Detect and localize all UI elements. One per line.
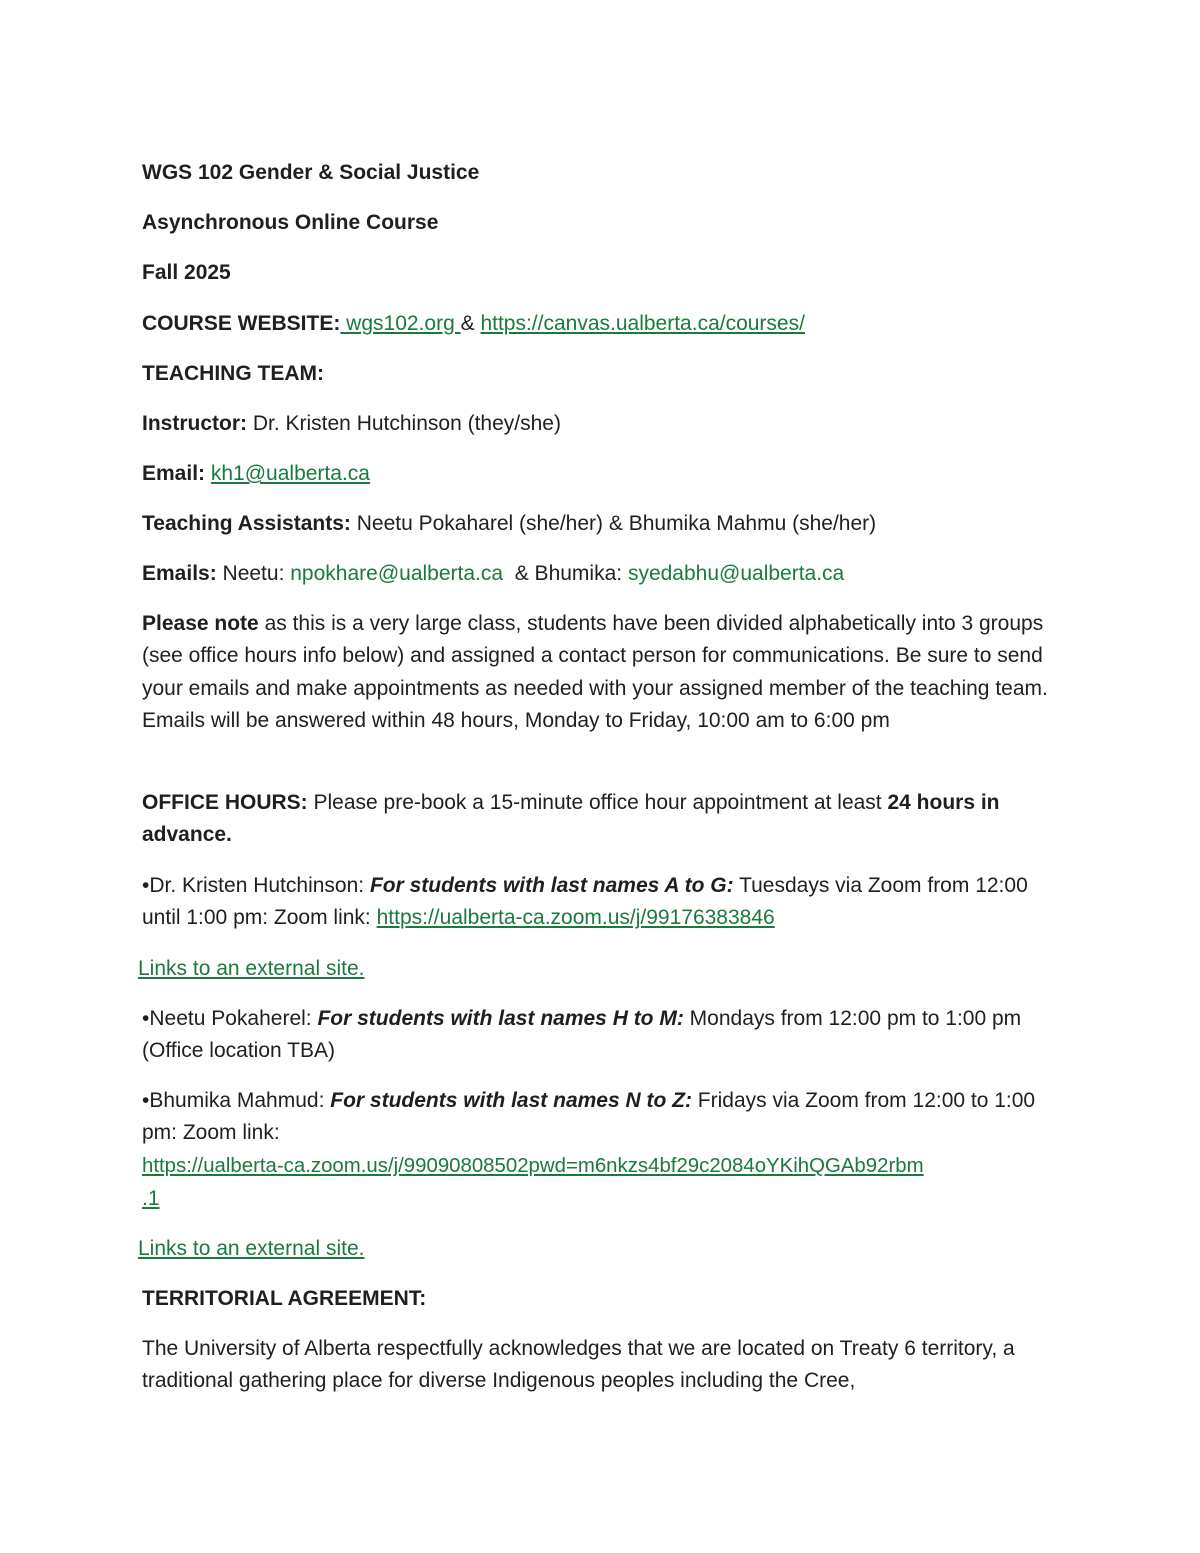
neetu-name: •Neetu Pokaherel: <box>142 1007 318 1030</box>
external-site-link-2[interactable]: Links to an external site. <box>138 1237 365 1260</box>
neetu-schedule: Mondays from 12:00 pm to 1:00 pm (Office location TBA) <box>142 1007 1022 1063</box>
bhumika-group: For students with last names N to Z: <box>330 1089 692 1112</box>
course-format: Asynchronous Online Course <box>142 211 439 234</box>
please-note-text: as this is a very large class, students have been divided alphabetically into 3 groups (see office hours info below) and assigned a contact person for communications. Be sure to send your emails and make appointments as needed with your assigned member of the teaching team. Emails will be answered within 48 hours, Monday to Friday, 10:00 am to 6:00 pm <box>142 612 1048 732</box>
office-hours-label: OFFICE HOURS: <box>142 791 308 814</box>
external-site-link-1[interactable]: Links to an external site. <box>138 957 365 980</box>
bhumika-zoom-link-line-1 <box>142 1150 924 1182</box>
bhumika-zoom-link-line-2 <box>142 1183 160 1215</box>
please-note-label: Please note <box>142 612 259 635</box>
emails-label: Emails: <box>142 562 217 585</box>
bhumika-schedule: Fridays via Zoom from 12:00 to 1:00 pm: Zoom link: <box>142 1089 1036 1145</box>
wgs102-link[interactable]: wgs102.org <box>340 312 461 335</box>
email-label: Email: <box>142 462 206 485</box>
territorial-paragraph: The University of Alberta respectfully acknowledges that we are located on Treaty 6 territory, a traditional gathering place for diverse Indigenous peoples including the Cree, <box>142 1337 1015 1393</box>
email-line <box>142 458 370 490</box>
instructor-email-link[interactable]: kh1@ualberta.ca <box>210 462 370 485</box>
bhumika-office-hours <box>142 1085 1072 1150</box>
kristen-group: For students with last names A to G: <box>369 874 734 897</box>
external-site-line-2 <box>138 1233 364 1265</box>
territorial-heading: TERRITORIAL AGREEMENT: <box>142 1287 427 1310</box>
bhumika-email-link[interactable]: syedabhu@ualberta.ca <box>627 562 845 585</box>
emails-neetu-prefix: Neetu: <box>216 562 291 585</box>
instructor-value: Dr. Kristen Hutchinson (they/she) <box>247 412 561 435</box>
emails-bhumika-prefix: & Bhumika: <box>503 562 628 585</box>
ta-label: Teaching Assistants: <box>142 512 351 535</box>
office-hours-paragraph <box>142 787 1072 852</box>
office-hours-advance: 24 hours in advance. <box>142 791 1000 847</box>
neetu-email-link[interactable]: npokhare@ualberta.ca <box>290 562 504 585</box>
course-website-line <box>142 308 805 340</box>
canvas-link[interactable]: https://canvas.ualberta.ca/courses/ <box>480 312 805 335</box>
please-note-paragraph <box>142 608 1072 737</box>
instructor-label: Instructor: <box>142 412 247 435</box>
kristen-name: •Dr. Kristen Hutchinson: <box>142 874 370 897</box>
kristen-office-hours <box>142 870 1072 935</box>
bhumika-zoom-link-end[interactable]: .1 <box>142 1187 160 1210</box>
bhumika-zoom-link[interactable]: https://ualberta-ca.zoom.us/j/99090808502pwd=m6nkzs4bf29c2084oYKihQGAb92rbm <box>142 1155 924 1177</box>
external-site-line-1 <box>138 953 364 985</box>
neetu-office-hours <box>142 1003 1072 1068</box>
course-title: WGS 102 Gender & Social Justice <box>142 161 480 184</box>
bhumika-name: •Bhumika Mahmud: <box>142 1089 331 1112</box>
teaching-team-heading: TEACHING TEAM: <box>142 362 324 385</box>
kristen-schedule: Tuesdays via Zoom from 12:00 until 1:00 pm: Zoom link: <box>142 874 1028 930</box>
ta-line <box>142 508 876 540</box>
course-term: Fall 2025 <box>142 261 231 284</box>
instructor-line <box>142 408 561 440</box>
course-website-label: COURSE WEBSITE: <box>142 312 341 335</box>
office-hours-text: Please pre-book a 15-minute office hour appointment at least <box>307 791 888 814</box>
kristen-zoom-link[interactable]: https://ualberta-ca.zoom.us/j/99176383846 <box>376 906 775 930</box>
ta-value: Neetu Pokaharel (she/her) & Bhumika Mahmu (she/her) <box>350 512 877 535</box>
ta-emails-line <box>142 558 844 590</box>
website-amp: & <box>460 312 481 335</box>
neetu-group: For students with last names H to M: <box>317 1007 684 1030</box>
